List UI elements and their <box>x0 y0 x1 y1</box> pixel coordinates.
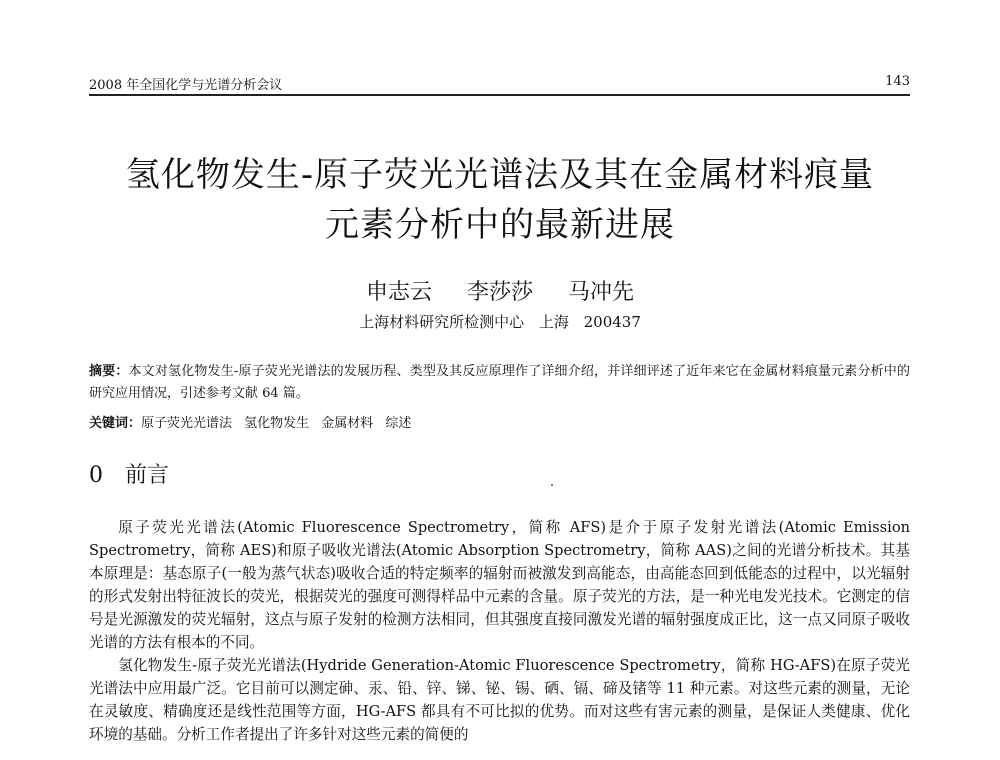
paper-title-line-2: 元素分析中的最新进展 <box>325 205 675 245</box>
body-paragraph-1: 原子荧光光谱法(Atomic Fluorescence Spectrometry，简称 AFS)是介于原子发射光谱法(Atomic Emission Spectrometry，简称 AES)和原子吸收光谱法(Atomic Absorption Spectrometry，简称 AAS)之间的光谱分析技术。其基本原理是：基态原子(一般为蒸气状态)吸收合适的特定频率的辐射而被激发到高能态，由高能态回到低能态的过程中，以光辐射的形式发射出特征波长的荧光，根据荧光的强度可测得样品中元素的含量。原子荧光的方法，是一种光电发光技术。它测定的信号是光源激发的荧光辐射，这点与原子发射的检测方法相同，但其强度直接同激发光谱的辐射强度成正比，这一点又同原子吸收光谱的方法有根本的不同。 <box>89 519 910 651</box>
section-number: 0 <box>89 463 103 488</box>
author-list: 申志云 李莎莎 马冲先 <box>366 280 634 305</box>
abstract-label: 摘要： <box>89 364 129 379</box>
affiliation: 上海材料研究所检测中心 上海 200437 <box>359 313 641 331</box>
body-paragraph-2: 氢化物发生-原子荧光光谱法(Hydride Generation-Atomic Fluorescence Spectrometry，简称 HG-AFS)在原子荧光光谱法中应用最广泛。它目前可以测定砷、汞、铅、锌、锑、铋、锡、硒、镉、碲及锗等 11 种元素。对这些元素的测量，无论在灵敏度、精确度还是线性范围等方面，HG-AFS 都具有不可比拟的优势。而对这些有害元素的测量，是保证人类健康、优化环境的基础。分析工作者提出了许多针对这些元素的简便的 <box>89 657 910 743</box>
page-number: 143 <box>885 74 910 89</box>
section-heading <box>89 458 169 489</box>
running-header <box>89 72 910 96</box>
conference-name: 2008 年全国化学与光谱分析会议 <box>89 78 283 93</box>
stray-mark <box>551 484 553 486</box>
keywords-label: 关键词： <box>89 416 142 431</box>
keywords <box>89 413 910 435</box>
keywords-text: 原子荧光光谱法 氢化物发生 金属材料 综述 <box>141 416 412 431</box>
body-text <box>89 516 910 746</box>
section-title: 前言 <box>125 463 170 488</box>
paper-title-line-1: 氢化物发生-原子荧光光谱法及其在金属材料痕量 <box>125 155 875 195</box>
abstract-text: 本文对氢化物发生-原子荧光光谱法的发展历程、类型及其反应原理作了详细介绍，并详细评述了近年来它在金属材料痕量元素分析中的研究应用情况，引述参考文献 64 篇。 <box>89 364 910 401</box>
abstract <box>89 361 910 405</box>
